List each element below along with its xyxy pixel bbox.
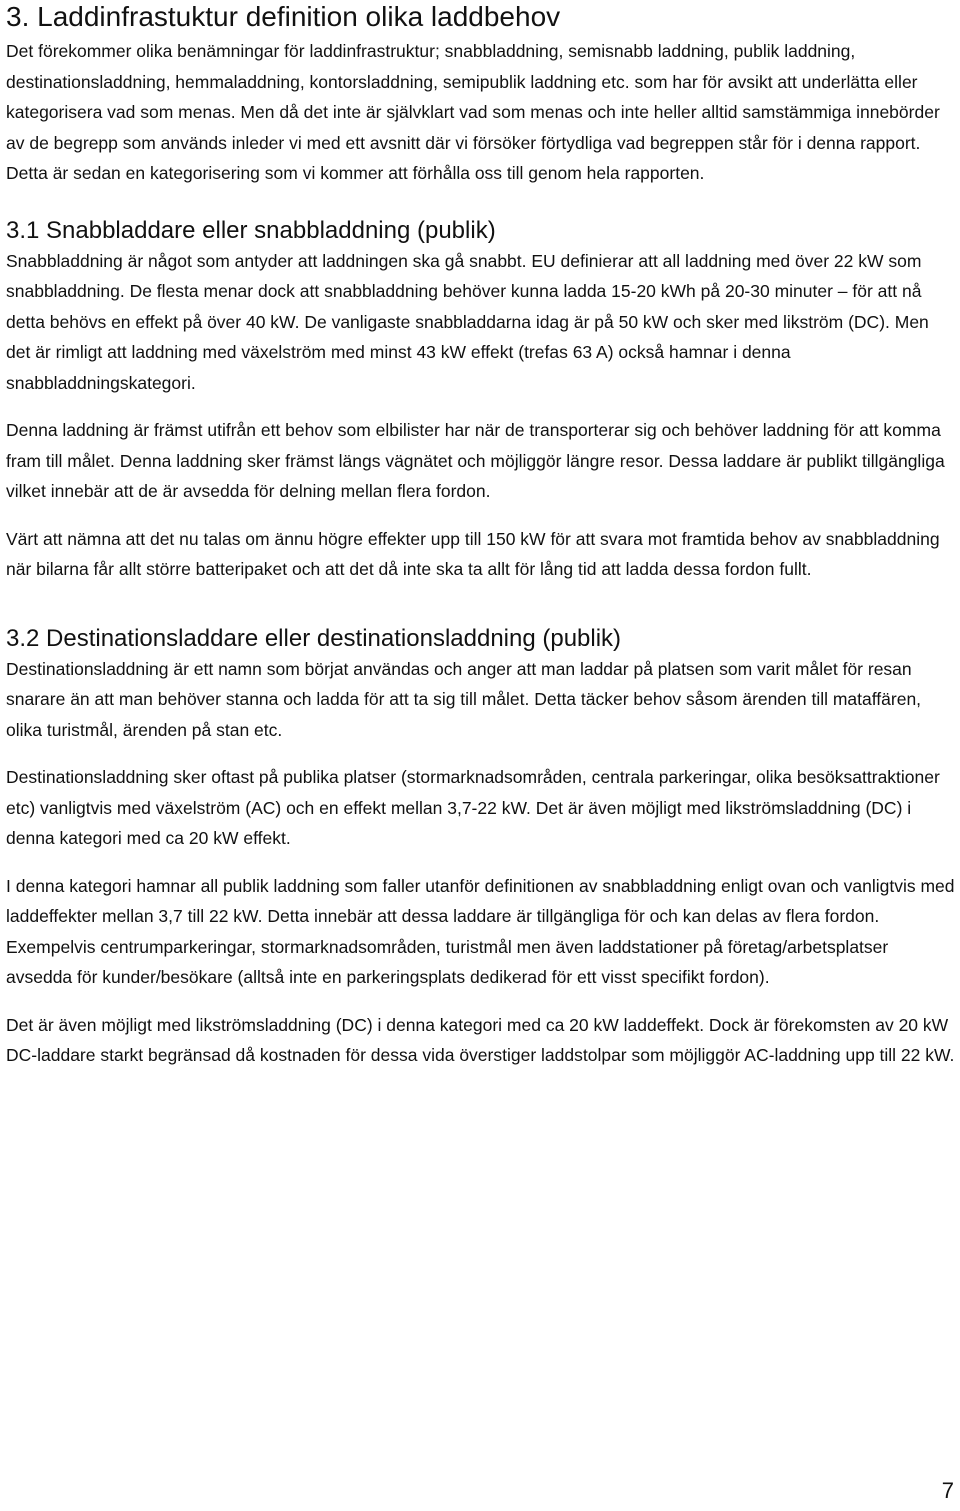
paragraph: Destinationsladdning sker oftast på publika platser (stormarknadsområden, centrala parkeringar, olika besöksattraktioner etc) vanligtvis med växelström (AC) och en effekt mellan 3,7-22 kW. Det är även möjligt med likströmsladdning (DC) i denna kategori med ca 20 kW effekt.	[6, 767, 940, 848]
section-heading: 3. Laddinfrastuktur definition olika laddbehov	[6, 1, 561, 32]
paragraph: Destinationsladdning är ett namn som börjat användas och anger att man laddar på platsen som varit målet för resan snarare än att man behöver stanna och ladda för att ta sig till målet. Detta täcker behov såsom ärenden till mataffären, olika turistmål, ärenden på stan etc.	[6, 658, 922, 740]
section-intro-paragraph: Det förekommer olika benämningar för laddinfrastruktur; snabbladdning, semisnabb laddning, publik laddning, destinationsladdning, hemmaladdning, kontorsladdning, semipublik laddning etc. som har för avsikt att underlätta eller kategorisera vad som menas. Men då det inte är självklart vad som menas och inte heller alltid samstämmiga innebörder av de begrepp som används inleder vi med ett avsnitt där vi försöker förtydliga vad begreppen står för i denna rapport. Detta är sedan en kategorisering som vi kommer att förhålla oss till genom hela rapporten.	[6, 41, 940, 183]
paragraph: Denna laddning är främst utifrån ett behov som elbilister har när de transporterar sig och behöver laddning för att komma fram till målet. Denna laddning sker främst längs vägnätet och möjliggör längre resor. Dessa laddare är publikt tillgängliga vilket innebär att de är avsedda för delning mellan flera fordon.	[6, 420, 945, 501]
subsection-heading: 3.1 Snabbladdare eller snabbladdning (publik)	[6, 216, 496, 244]
subsection-heading: 3.2 Destinationsladdare eller destinationsladdning (publik)	[6, 624, 622, 652]
page-number: 7	[941, 1478, 954, 1503]
paragraph: Snabbladdning är något som antyder att laddningen ska gå snabbt. EU definierar att all laddning med över 22 kW som snabbladdning. De flesta menar dock att snabbladdning behöver kunna ladda 15-20 kWh på 20-30 minuter – för att nå detta behövs en effekt på över 40 kW. De vanligaste snabbladdarna idag är på 50 kW och sker med likström (DC). Men det är rimligt att laddning med växelström med minst 43 kW effekt (trefas 63 A) också hamnar i denna snabbladdningskategori.	[6, 250, 929, 393]
paragraph: Det är även möjligt med likströmsladdning (DC) i denna kategori med ca 20 kW laddeffekt. Dock är förekomsten av 20 kW DC-laddare starkt begränsad då kostnaden för dessa vida överstiger laddstolpar som möjliggör AC-laddning upp till 22 kW.	[6, 1014, 955, 1065]
paragraph: I denna kategori hamnar all publik laddning som faller utanför definitionen av snabbladdning enligt ovan och vanligtvis med laddeffekter mellan 3,7 till 22 kW. Detta innebär att dessa laddare är tillgängliga för och kan delas av flera fordon. Exempelvis centrumparkeringar, stormarknadsområden, turistmål men även laddstationer på företag/arbetsplatser avsedda för kunder/besökare (alltså inte en parkeringsplats dedikerad för ett visst specifikt fordon).	[6, 875, 955, 987]
section-3	[6, 0, 956, 189]
section-3-2	[6, 625, 956, 1071]
section-3-1	[6, 217, 956, 585]
document-page	[6, 0, 956, 1071]
paragraph: Värt att nämna att det nu talas om ännu högre effekter upp till 150 kW för att svara mot framtida behov av snabbladdning när bilarna får allt större batteripaket och att det då inte ska ta allt för lång tid att ladda dessa fordon fullt.	[6, 528, 940, 579]
